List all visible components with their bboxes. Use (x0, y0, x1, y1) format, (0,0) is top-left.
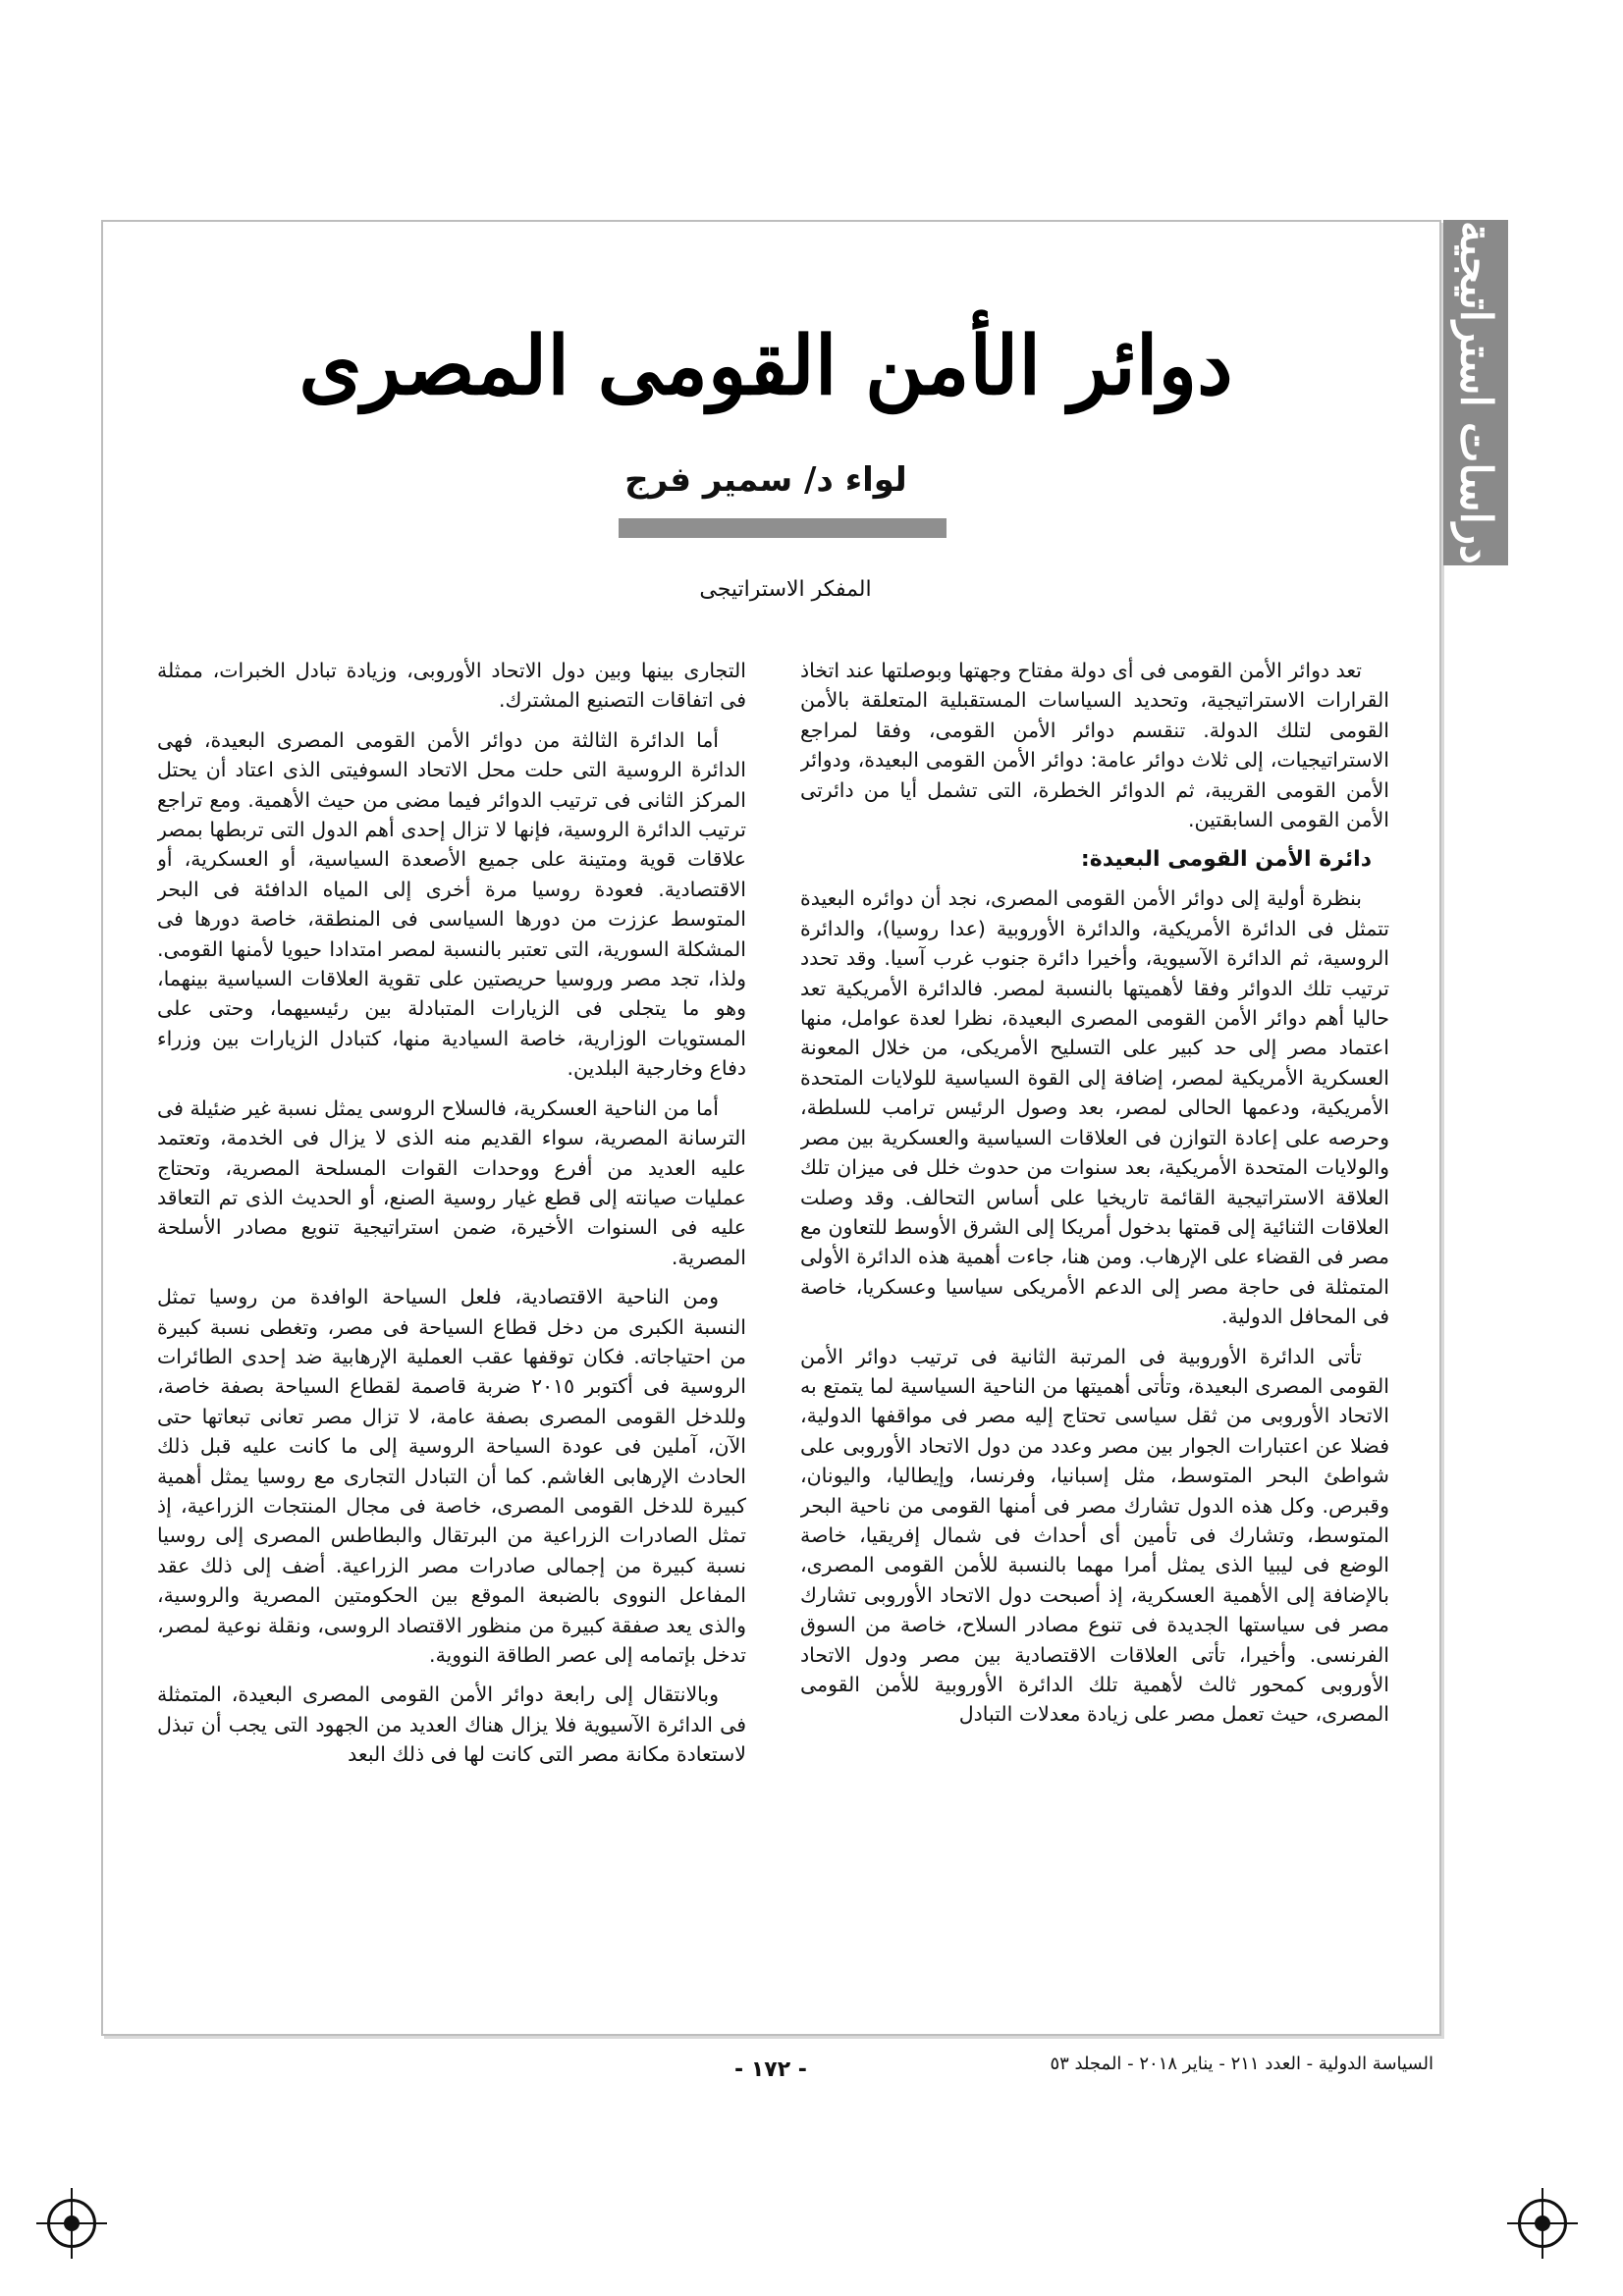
registration-mark-icon (1518, 2199, 1567, 2248)
section-tab-label: دراسات استراتيجية (1450, 221, 1501, 564)
paragraph: التجارى بينها وبين دول الاتحاد الأوروبى، وزيادة تبادل الخبرات، ممثلة فى اتفاقات التصنيع المشترك. (157, 659, 746, 713)
paragraph: أما الدائرة الثالثة من دوائر الأمن القومى المصرى البعيدة، فهى الدائرة الروسية التى حلت محل الاتحاد السوفيتى الذى اعتاد أن يحتل المركز الثانى فى ترتيب الدوائر فيما مضى من حيث الأهمية. ومع تراجع ترتيب الدائرة الروسية، فإنها لا تزال إحدى أهم الدول التى تربطها بمصر علاقات قوية ومتينة على جميع الأصعدة السياسية، أو العسكرية، أو الاقتصادية. فعودة روسيا مرة أخرى إلى المياه الدافئة فى البحر المتوسط عززت من دورها السياسى فى المنطقة، خاصة دورها فى المشكلة السورية، التى تعتبر بالنسبة لمصر امتدادا حيويا لأمنها القومى. ولذا، تجد مصر وروسيا حريصتين على تقوية العلاقات السياسية بينهما، وهو ما يتجلى فى الزيارات المتبادلة بين رئيسيهما، وحتى على المستويات الوزارية، خاصة السيادية منها، كتبادل الزيارات بين وزراء دفاع وخارجية البلدين. (157, 727, 746, 1081)
paragraph: أما من الناحية العسكرية، فالسلاح الروسى يمثل نسبة غير ضئيلة فى الترسانة المصرية، سواء القديم منه الذى لا يزال فى الخدمة، وتعتمد عليه العديد من أفرع ووحدات القوات المسلحة المصرية، وتحتاج عمليات صيانته إلى قطع غيار روسية الصنع، أو الحديث الذى تم التعاقد عليه فى السنوات الأخيرة، ضمن استراتيجية تنويع مصادر الأسلحة المصرية. (157, 1095, 746, 1269)
section-heading: دائرة الأمن القومى البعيدة: (1080, 847, 1372, 873)
article-column-right (800, 656, 1389, 1981)
article-title: دوائر الأمن القومى المصرى (298, 319, 1233, 413)
paragraph: وبالانتقال إلى رابعة دوائر الأمن القومى المصرى البعيدة، المتمثلة فى الدائرة الآسيوية فلا يزال هناك العديد من الجهود التى يجب أن تبذل لاستعادة مكانة مصر التى كانت لها فى ذلك البعد (157, 1682, 746, 1767)
journal-info: السياسة الدولية - العدد ٢١١ - يناير ٢٠١٨ - المجلد ٥٣ (1050, 2054, 1434, 2074)
author-name: لواء د/ سمير فرج (624, 460, 907, 500)
author-role: المفكر الاستراتيجى (699, 577, 872, 602)
registration-mark-icon (47, 2199, 96, 2248)
paragraph: بنظرة أولية إلى دوائر الأمن القومى المصرى، نجد أن دوائره البعيدة تتمثل فى الدائرة الأمريكية، والدائرة الأوروبية (عدا روسيا)، والدائرة الروسية، ثم الدائرة الآسيوية، وأخيرا دائرة جنوب غرب آسيا. وقد تحدد ترتيب تلك الدوائر وفقا لأهميتها بالنسبة لمصر. فالدائرة الأمريكية تعد حاليا أهم دوائر الأمن القومى المصرى البعيدة، نظرا لعدة عوامل، منها اعتماد مصر إلى حد كبير على التسليح الأمريكى، من خلال المعونة العسكرية الأمريكية لمصر، إضافة إلى القوة السياسية للولايات المتحدة الأمريكية، ودعمها الحالى لمصر، بعد وصول الرئيس ترامب للسلطة، وحرصه على إعادة التوازن فى العلاقات السياسية والعسكرية بين مصر والولايات المتحدة الأمريكية، بعد سنوات من حدوث خلل فى ميزان تلك العلاقة الاستراتيجية القائمة تاريخيا على أساس التحالف. وقد وصلت العلاقات الثنائية إلى قمتها بدخول أمريكا إلى الشرق الأوسط للتعاون مع مصر فى القضاء على الإرهاب. ومن هنا، جاءت أهمية هذه الدائرة الأولى المتمثلة فى حاجة مصر إلى الدعم الأمريكى سياسيا وعسكريا، خاصة فى المحافل الدولية. (800, 886, 1389, 1329)
page-number: - ١٧٢ - (734, 2057, 807, 2082)
paragraph: تعد دوائر الأمن القومى فى أى دولة مفتاح وجهتها وبوصلتها عند اتخاذ القرارات الاستراتيجية، وتحديد السياسات المستقبلية المتعلقة بالأمن القومى لتلك الدولة. تنقسم دوائر الأمن القومى، وفقا لمراجع الاستراتيجيات، إلى ثلاث دوائر عامة: دوائر الأمن القومى البعيدة، ودوائر الأمن القومى القريبة، ثم الدوائر الخطرة، التى تشمل أيا من دائرتى الأمن القومى السابقتين. (800, 659, 1389, 832)
author-divider (619, 518, 947, 538)
paragraph: ومن الناحية الاقتصادية، فلعل السياحة الوافدة من روسيا تمثل النسبة الكبرى من دخل قطاع السياحة فى مصر، وتغطى نسبة كبيرة من احتياجاته. فكان توقفها عقب العملية الإرهابية ضد إحدى الطائرات الروسية فى أكتوبر ٢٠١٥ ضربة قاصمة لقطاع السياحة بصفة خاصة، وللدخل القومى المصرى بصفة عامة، لا تزال مصر تعانى تبعاتها حتى الآن، آملين فى عودة السياحة الروسية إلى ما كانت عليه قبل ذلك الحادث الإرهابى الغاشم. كما أن التبادل التجارى مع روسيا يمثل أهمية كبيرة للدخل القومى المصرى، خاصة فى مجال المنتجات الزراعية، إذ تمثل الصادرات الزراعية من البرتقال والبطاطس المصرى إلى روسيا نسبة كبيرة من إجمالى صادرات مصر الزراعية. أضف إلى ذلك عقد المفاعل النووى بالضبعة الموقع بين الحكومتين المصرية والروسية، والذى يعد صفقة كبيرة من منظور الاقتصاد الروسى، ونقلة نوعية لمصر، تدخل بإتمامه إلى عصر الطاقة النووية. (157, 1285, 746, 1667)
paragraph: تأتى الدائرة الأوروبية فى المرتبة الثانية فى ترتيب دوائر الأمن القومى المصرى البعيدة، وتأتى أهميتها من الناحية السياسية لما يتمتع به الاتحاد الأوروبى من ثقل سياسى تحتاج إليه مصر فى مواقفها الدولية، فضلا عن اعتبارات الجوار بين مصر وعدد من دول الاتحاد الأوروبى على شواطئ البحر المتوسط، مثل إسبانيا، وفرنسا، وإيطاليا، واليونان، وقبرص. وكل هذه الدول تشارك مصر فى أمنها القومى من ناحية البحر المتوسط، وتشارك فى تأمين أى أحداث فى شمال إفريقيا، خاصة الوضع فى ليبيا الذى يمثل أمرا مهما بالنسبة للأمن القومى المصرى، بالإضافة إلى الأهمية العسكرية، إذ أصبحت دول الاتحاد الأوروبى تشارك مصر فى سياستها الجديدة فى تنوع مصادر السلاح، خاصة من السوق الفرنسى. وأخيرا، تأتى العلاقات الاقتصادية بين مصر ودول الاتحاد الأوروبى كمحور ثالث لأهمية تلك الدائرة الأوروبية للأمن القومى المصرى، حيث تعمل مصر على زيادة معدلات التبادل (800, 1344, 1389, 1727)
section-tab (1443, 220, 1508, 565)
article-column-left (157, 656, 746, 1981)
